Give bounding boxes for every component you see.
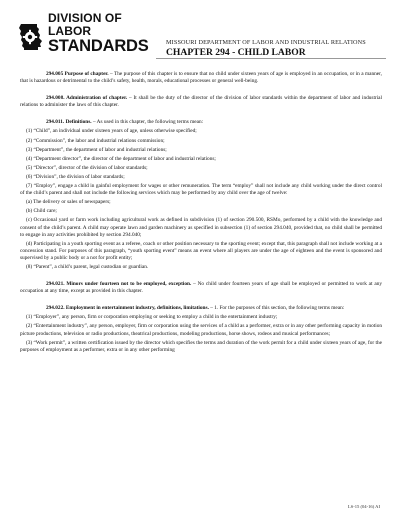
definition-item: (3) “Department”, the department of labor and industrial relations; [26, 146, 167, 153]
missouri-gear-icon [18, 23, 44, 51]
section-text: – The purpose of this chapter is to ensure that no child under sixteen years of age is employed in an occupation, or in a manner, that is hazardous or detrimental to the child’s safety, health, morals, educational processes or general well-being. [20, 71, 382, 85]
definition-item: (8) “Parent”, a child’s parent, legal custodian or guardian. [26, 263, 149, 270]
definition-subitem: (b) Child care; [26, 208, 57, 215]
definition-item: (1) “Child”, an individual under sixteen years of age, unless otherwise specified; [26, 128, 197, 135]
logo-line-1: DIVISION OF [48, 11, 122, 25]
definition-subitem: (c) Occasional yard or farm work including agricultural work as defined in subdivision (1) of section 290.500, RSMo, performed by a child with the knowledge and consent of the child’s parent. A child may operate lawn and garden machinery as specified in subsection (1) of section 294.040, provided that, no child shall be permitted to engage in any activities prohibited by section 294.040; [20, 217, 382, 238]
document-body [20, 71, 382, 356]
definition-item: (6) “Division”, the division of labor standards; [26, 173, 125, 180]
section-294-011 [20, 119, 382, 126]
section-title: 294.005 Purpose of chapter. [46, 71, 109, 77]
division-logo [18, 11, 149, 63]
section-text: – No child under fourteen years of age shall be employed or permitted to work at any occupation at any time, except as provided in this chapter. [20, 281, 382, 295]
definition-item: (4) “Department director”, the director of the department of labor and industrial relations; [26, 155, 216, 162]
definition-subitem: (a) The delivery or sales of newspapers; [26, 199, 111, 206]
definition-item: (1) “Employer”, any person, firm or corporation employing or seeking to employ a child in the entertainment industry; [26, 314, 278, 321]
definition-subitem: (d) Participating in a youth sporting event as a referee, coach or other position necessary to the sporting event; except that, this paragraph shall not include working at a concession stand. For purposes of this paragraph, “youth sporting event” means an event where all players are under the age of eighteen and the event is sponsored and supervised by a public body or a not for profit entity; [20, 240, 382, 261]
form-code: LS-15 (04-16) AI [347, 504, 380, 509]
department-name: MISSOURI DEPARTMENT OF LABOR AND INDUSTRIAL RELATIONS [166, 39, 366, 46]
chapter-title: CHAPTER 294 - CHILD LABOR [166, 47, 306, 59]
section-text: – As used in this chapter, the following terms mean: [91, 119, 204, 126]
section-title: 294.022. Employment in entertainment industry, definitions, limitations. [46, 305, 209, 312]
section-294-021 [20, 281, 382, 295]
definition-item: (5) “Director”, director of the division of labor standards; [26, 164, 148, 171]
section-title: 294.011. Definitions. [46, 119, 92, 126]
logo-wordmark [48, 11, 149, 55]
header-divider [156, 58, 386, 59]
section-text: – It shall be the duty of the director of the division of labor standards within the department of labor and industrial relations to administer the laws of this chapter. [20, 95, 382, 109]
logo-line-3: STANDARDS [48, 37, 149, 55]
section-title: 294.008. Administration of chapter. [46, 95, 128, 102]
definition-item: (2) “Entertainment industry”, any person, employer, firm or corporation using the services of a child as a performer, extra or in any other performing capacity in motion picture productions, television or radio productions, theatrical productions, modeling productions, horse shows, rodeos and musical performances; [20, 323, 382, 337]
definition-item: (2) “Commission”, the labor and industrial relations commission; [26, 137, 165, 144]
logo-line-2: LABOR [48, 24, 92, 38]
section-294-008 [20, 95, 382, 109]
section-title: 294.021. Minors under fourteen not to be employed, exception. [46, 281, 192, 288]
header-text [166, 40, 366, 58]
section-294-005 [20, 71, 382, 85]
section-text: – 1. For the purposes of this section, the following terms mean: [208, 305, 345, 312]
definition-item: (7) “Employ”, engage a child in gainful employment for wages or other remuneration. The term “employ” shall not include any child working under the direct control of the child’s parent and shall not include the following services which may be performed by any child over the age of twelve: [20, 183, 382, 197]
section-294-022 [20, 305, 382, 312]
definition-item: (3) “Work permit”, a written certification issued by the director which specifies the terms and duration of the work permit for a child under sixteen years of age, for the purposes of employment as a performer, extra or in any other performing [20, 339, 382, 353]
